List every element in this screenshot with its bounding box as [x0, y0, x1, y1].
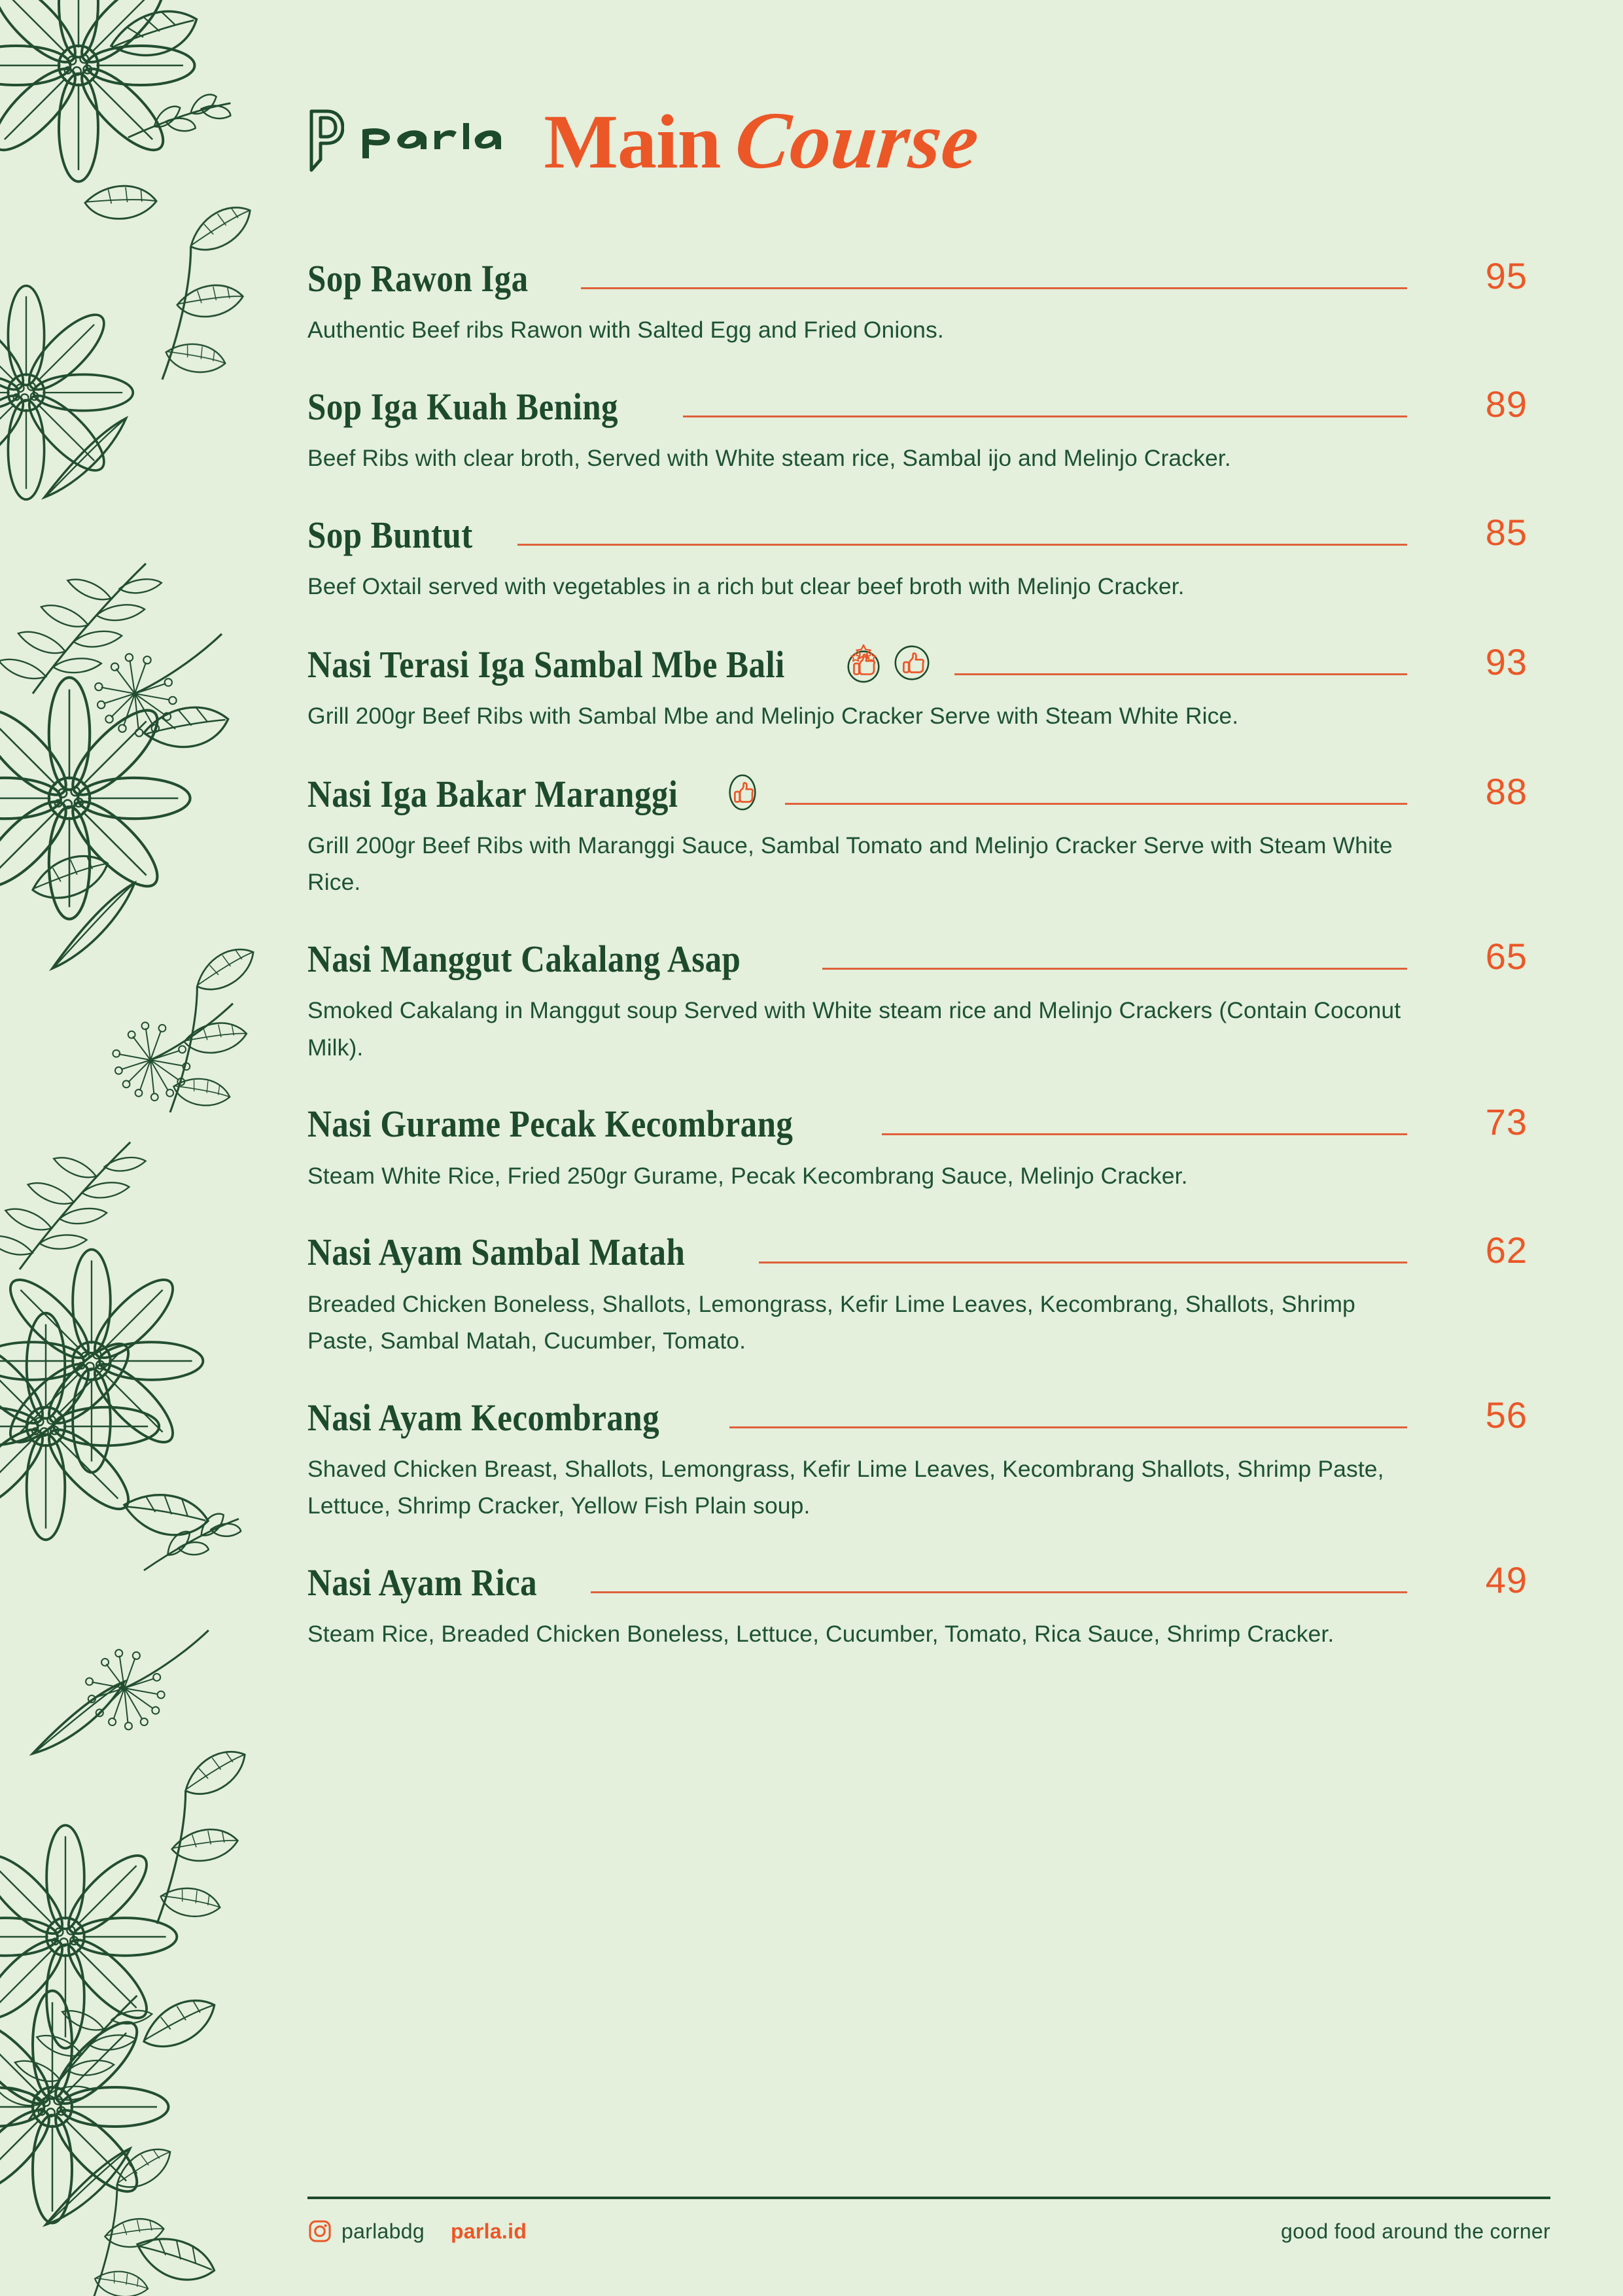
menu-item-price: 95	[1485, 255, 1527, 296]
price-leader-line	[517, 544, 1407, 546]
menu-item-head	[307, 938, 1527, 979]
menu-item-head	[307, 383, 1527, 428]
menu-item-name: Nasi Gurame Pecak Kecombrang	[307, 1103, 794, 1146]
price-leader-line	[759, 1262, 1407, 1263]
instagram-icon	[307, 2219, 332, 2244]
menu-list	[307, 255, 1550, 1652]
menu-item[interactable]	[307, 938, 1550, 1065]
menu-item-price: 73	[1485, 1101, 1527, 1142]
instagram-link[interactable]	[307, 2219, 425, 2244]
menu-item-description: Authentic Beef ribs Rawon with Salted Egg and Fried Onions.	[307, 317, 944, 343]
menu-item-head	[307, 255, 1527, 300]
menu-item-name: Nasi Terasi Iga Sambal Mbe Bali	[307, 643, 785, 686]
menu-item-badges	[722, 772, 763, 814]
menu-item[interactable]	[307, 1559, 1550, 1652]
footer-divider	[307, 2197, 1550, 2199]
menu-item-name: Sop Rawon Iga	[307, 256, 529, 300]
price-leader-line	[729, 1426, 1407, 1428]
menu-item-price: 88	[1485, 771, 1527, 813]
page-title-script: Course	[731, 96, 984, 185]
price-leader-line	[882, 1133, 1407, 1135]
menu-item-description: Steam Rice, Breaded Chicken Boneless, Lettuce, Cucumber, Tomato, Rica Sauce, Shrimp Cracker.	[307, 1621, 1335, 1648]
price-leader-line	[954, 673, 1407, 675]
menu-item[interactable]	[307, 383, 1550, 476]
menu-item-name: Nasi Ayam Rica	[307, 1561, 538, 1604]
parla-wordmark	[361, 120, 502, 161]
page-footer	[307, 2185, 1550, 2296]
menu-item[interactable]	[307, 772, 1550, 900]
menu-header	[307, 0, 1550, 190]
price-leader-line	[683, 415, 1407, 417]
menu-item-head	[307, 1101, 1527, 1146]
menu-item-price: 89	[1485, 383, 1527, 425]
menu-content	[307, 0, 1550, 2296]
menu-item-name: Sop Iga Kuah Bening	[307, 385, 619, 428]
parla-logo-mark-icon	[307, 109, 344, 173]
menu-item-name: Nasi Ayam Kecombrang	[307, 1396, 660, 1439]
footer-row	[307, 2219, 1550, 2244]
menu-item-name: Nasi Manggut Cakalang Asap	[307, 938, 741, 981]
menu-item-price: 49	[1485, 1559, 1527, 1601]
thumbs-up-icon	[892, 643, 932, 683]
menu-item-description: Beef Ribs with clear broth, Served with White steam rice, Sambal ijo and Melinjo Cracker.	[307, 445, 1231, 472]
menu-item[interactable]	[307, 1101, 1550, 1194]
thumbs-up-stars-icon	[843, 643, 884, 683]
menu-item-head	[307, 772, 1527, 814]
menu-item-description: Steam White Rice, Fried 250gr Gurame, Pecak Kecombrang Sauce, Melinjo Cracker.	[307, 1162, 1188, 1189]
menu-item-price: 65	[1485, 936, 1527, 978]
page-title-main: Main	[544, 99, 721, 185]
brand-lockup	[307, 109, 502, 173]
menu-item-head	[307, 1394, 1527, 1439]
menu-item-description: Shaved Chicken Breast, Shallots, Lemongrass, Kefir Lime Leaves, Kecombrang Shallots, Shrimp Paste, Lettuce, Shrimp Cracker, Yellow Fish Plain soup.	[307, 1455, 1384, 1519]
footer-tagline: good food around the corner	[1281, 2219, 1550, 2243]
menu-item-description: Grill 200gr Beef Ribs with Sambal Mbe and Melinjo Cracker Serve with Steam White Rice.	[307, 703, 1239, 730]
price-leader-line	[785, 803, 1407, 805]
menu-item-head	[307, 514, 1527, 555]
menu-item-head	[307, 1559, 1527, 1604]
menu-item-name: Nasi Iga Bakar Maranggi	[307, 773, 678, 815]
price-leader-line	[591, 1591, 1407, 1593]
menu-item-name: Sop Buntut	[307, 513, 473, 556]
thumbs-up-icon	[722, 772, 763, 813]
menu-item-name: Nasi Ayam Sambal Matah	[307, 1231, 686, 1274]
menu-item-description: Grill 200gr Beef Ribs with Maranggi Sauce, Sambal Tomato and Melinjo Cracker Serve with Steam White Rice.	[307, 832, 1393, 896]
menu-item-badges	[843, 643, 932, 684]
menu-item-head	[307, 1229, 1527, 1274]
menu-item[interactable]	[307, 255, 1550, 348]
menu-item-description: Breaded Chicken Boneless, Shallots, Lemongrass, Kefir Lime Leaves, Kecombrang, Shallots, Shrimp Paste, Sambal Matah, Cucumber, Tomato.	[307, 1290, 1355, 1354]
menu-item[interactable]	[307, 514, 1550, 605]
menu-item-price: 85	[1485, 512, 1527, 554]
botanical-border-decoration	[0, 0, 281, 2296]
menu-item-price: 56	[1485, 1394, 1527, 1436]
menu-item[interactable]	[307, 1394, 1550, 1524]
price-leader-line	[581, 287, 1407, 289]
menu-item[interactable]	[307, 643, 1550, 734]
menu-item-description: Smoked Cakalang in Manggut soup Served with White steam rice and Melinjo Crackers (Contain Coconut Milk).	[307, 997, 1401, 1061]
price-leader-line	[822, 968, 1407, 970]
website-link[interactable]: parla.id	[450, 2219, 527, 2243]
menu-item-price: 93	[1485, 641, 1527, 683]
instagram-handle: parlabdg	[341, 2219, 425, 2243]
menu-item-price: 62	[1485, 1229, 1527, 1271]
page-title	[544, 96, 984, 185]
menu-item-description: Beef Oxtail served with vegetables in a rich but clear beef broth with Melinjo Cracker.	[307, 573, 1185, 600]
menu-item[interactable]	[307, 1229, 1550, 1359]
menu-item-head	[307, 643, 1527, 684]
